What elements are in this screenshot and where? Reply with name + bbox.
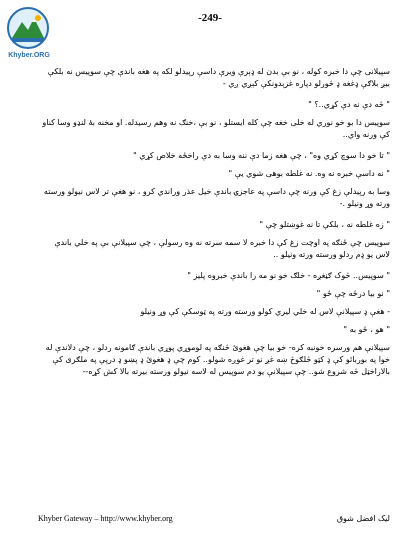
footer-author: لیک افضل شوق — [336, 514, 390, 523]
paragraph: وسا به رپیدلې زغ کې ورنه چې داسې په عاجزۍ باندې خیل عذر وراندي کرو ، نو هغې تر لاس نیولو ورسته ورته وړ ونیلو .- — [43, 187, 390, 208]
paragraph: " هو ، ځو به " — [343, 325, 390, 334]
paragraph: " څه دې نه دې کړي..؟ " — [308, 100, 390, 109]
paragraph: - هغې ډ سپیلانې لاس له خلي لیري کولو ورسته ورته په ټوسکې کې وړ ونیلو — [140, 307, 390, 316]
paragraph: سوپیس چې ځنګه په اوچت زغ کې دا خبره لا سمه سرته نه وه رسولې ، چې سپیلانې بې په خلي باندې لاس یو ډم ردلو ورسته ورته ونیلو .. — [54, 238, 390, 259]
paragraph: " سوپیس.. څوک ګڼغږه - خلګ خو نو مه را باندې خبروه پلیز " — [187, 271, 390, 280]
paragraph: سپیلانې هم ورسره خونبه کره- خو بیا چې هغوئ څنګه په لوموړي پوړي باندې ګامونه ردلو ، چې دلاندې له خوا په بوربائو کې ډ کټو څلګوڅ ښه غږ نو تر غوږه شولو.. کوم چې ډ هغوئ ډ پښو ډ درپې په ملګری کې بالاراخټل څه شروع شو.. چې سپیلانې یو دم سوپیس له لاسه نیولو ورسته بیرته بالا کش کړه-- — [45, 343, 390, 376]
logo-text: Khyber.ORG — [8, 52, 50, 59]
document-body — [38, 66, 390, 387]
page-footer — [38, 514, 390, 526]
paragraph: سوپیس دا بو خو نوري له خلی خغه چې کله ایستلو ، نو بې ،خنګ نه وهم رسیدله. او مخنه بهٔ لنډو وسا کناو کې ورنه واي.. — [42, 118, 390, 139]
paragraph: " نو بیا درځه چې ځو " — [316, 289, 390, 298]
footer-website: Khyber Gateway – http://www.khyber.org — [38, 514, 173, 523]
paragraph: سپیلانی چې دا خبره کوله ، نو بې بدن له ډېرې ویرې داسې رپیدلو لکه په هغه باندې چې سوپیس نه بلکې بیږ بلاګې ډغغه ډ څورلو دپاره غزېدونکې کېږي ږي - — [47, 67, 390, 88]
paragraph: " نه داسې خبره نه وه. نه غلطه بوهی شوي یې " — [228, 169, 390, 178]
page-number: -249- — [198, 12, 222, 24]
paragraph: " تا خو دا سوچ کړي وه" ، چې هغه زما دې ننه وسا به دې راخځه خلاص کړي " — [132, 151, 390, 160]
paragraph: " زه غلطه نه ، بلکې تا نه غوښتلو چې " — [259, 220, 390, 229]
